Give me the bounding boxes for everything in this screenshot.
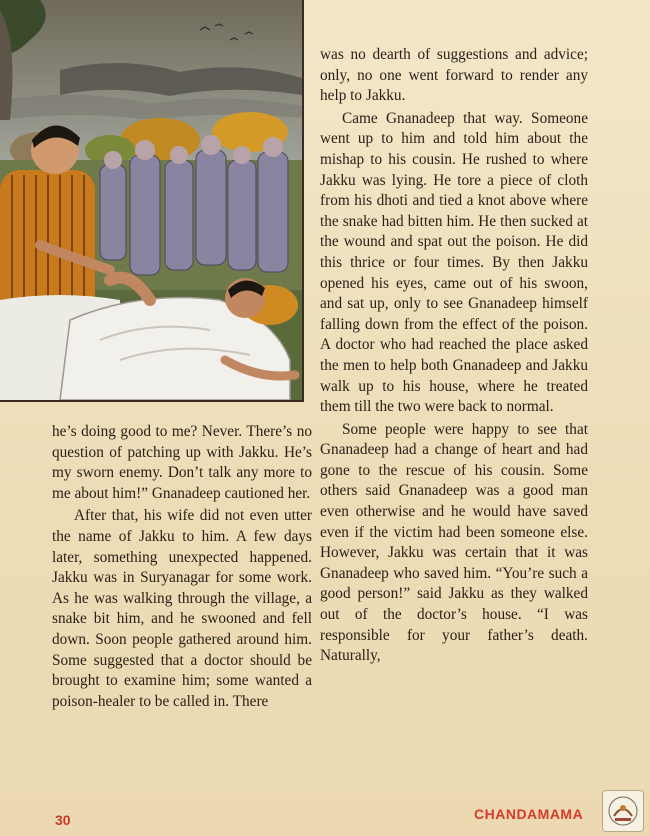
paragraph: Some people were happy to see that Gnanadeep had a change of heart and had gone to the rescue of his cousin. Some others said Gnanadeep was a good man even otherwise and he would have saved even if the victim had been someone else. However, Jakku was certain that it was Gnanadeep who saved him. “You’re such a good person!” said Jakku as they walked out of the doctor’s house. “I was responsible for your father’s death. Naturally,	[320, 420, 588, 665]
paragraph: was no dearth of suggestions and advice; only, no one went forward to render any help to Jakku.	[320, 46, 588, 105]
magazine-name: CHANDAMAMA	[474, 806, 584, 822]
paragraph: After that, his wife did not even utter the name of Jakku to him. A few days later, something unexpected happened. Jakku was in Suryanagar for some work. As he was walking through the village, a snake bit him, and he swooned and fell down. Soon people gathered around him. Some suggested that a doctor should be brought to examine him; some wanted a poison-healer to be called in. There	[52, 507, 312, 710]
magazine-logo-icon	[602, 790, 644, 832]
right-text-column	[320, 45, 588, 667]
story-illustration	[0, 0, 304, 402]
left-text-column	[52, 422, 312, 712]
page-number: 30	[55, 812, 71, 828]
illustration-art	[0, 0, 302, 400]
paragraph: Came Gnanadeep that way. Someone went up to him and told him about the mishap to his cousin. He rushed to where Jakku was lying. He tore a piece of cloth from his dhoti and tied a knot above where the snake had bitten him. He then sucked at the wound and spat out the poison. He did this thrice or four times. By then Jakku opened his eyes, came out of his swoon, and sat up, only to see Gnanadeep himself falling down from the effect of the poison. A doctor who had reached the place asked the men to help both Gnanadeep and Jakku walk up to his house, where he treated them till the two were back to normal.	[320, 109, 588, 416]
paragraph: he’s doing good to me? Never. There’s no question of patching up with Jakku. He’s my sworn enemy. Don’t talk any more to me about him!” Gnanadeep cautioned her.	[52, 423, 312, 502]
